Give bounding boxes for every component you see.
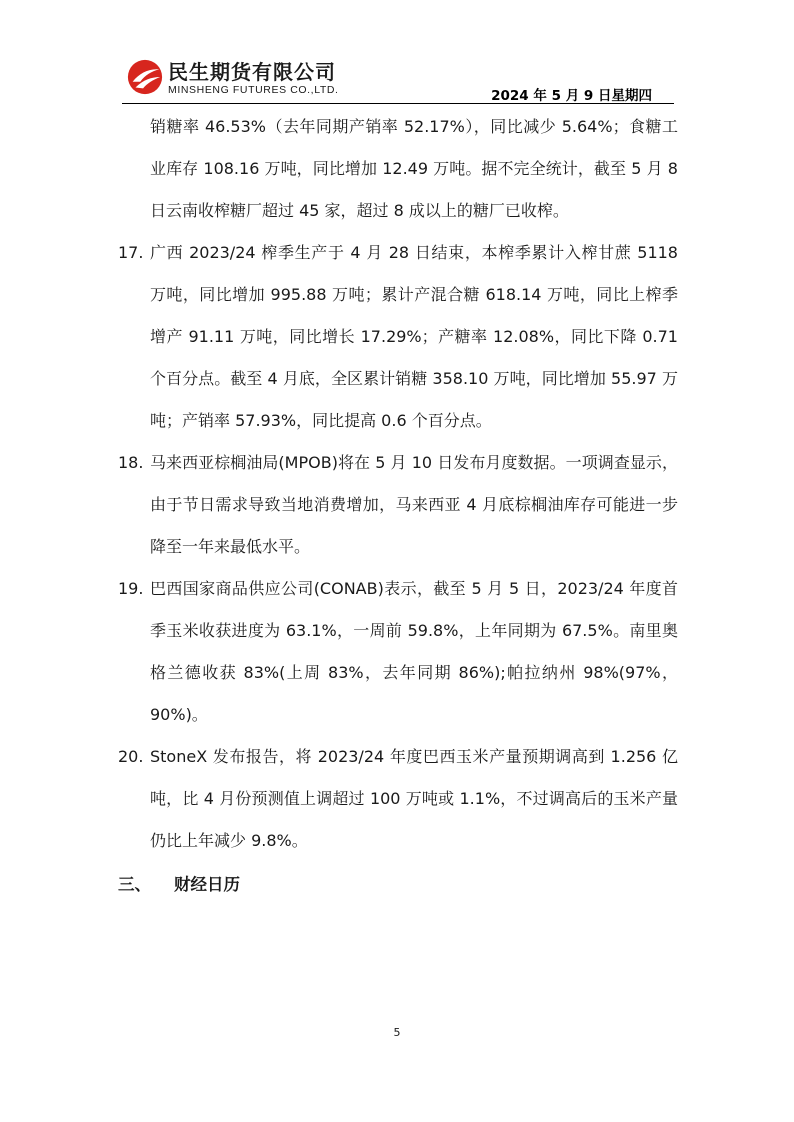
list-item [118,736,678,862]
item-text: 马来西亚棕榈油局(MPOB)将在 5 月 10 日发布月度数据。一项调查显示，由于节日需求导致当地消费增加，马来西亚 4 月底棕榈油库存可能进一步降至一年来最低水平。 [150,453,678,556]
report-body [118,106,678,906]
section-number: 三、 [118,875,151,894]
page-number: 5 [393,1026,401,1039]
continued-paragraph: 销糖率 46.53%（去年同期产销率 52.17%），同比减少 5.64%；食糖工业库存 108.16 万吨，同比增加 12.49 万吨。据不完全统计，截至 5 月 8 日云南收榨糖厂超过 45 家，超过 8 成以上的糖厂已收榨。 [150,117,678,220]
minsheng-logo-icon [126,58,164,96]
section-heading [118,864,678,906]
item-text: 巴西国家商品供应公司(CONAB)表示，截至 5 月 5 日，2023/24 年度首季玉米收获进度为 63.1%，一周前 59.8%，上年同期为 67.5%。南里奥格兰德收获 83%(上周 83%，去年同期 86%);帕拉纳州 98%(97%，90%)。 [150,579,678,724]
company-name-cn: 民生期货有限公司 [168,62,336,84]
list-item [118,232,678,442]
list-item [118,568,678,736]
report-date: 2024 年 5 月 9 日星期四 [491,88,652,104]
header-divider [122,103,674,104]
list-item [118,442,678,568]
item-text: StoneX 发布报告，将 2023/24 年度巴西玉米产量预期调高到 1.256 亿吨，比 4 月份预测值上调超过 100 万吨或 1.1%，不过调高后的玉米产量仍比上年减少 9.8%。 [150,747,678,850]
item-number: 20. [118,747,144,766]
section-title: 财经日历 [174,875,240,894]
item-text: 广西 2023/24 榨季生产于 4 月 28 日结束，本榨季累计入榨甘蔗 5118 万吨，同比增加 995.88 万吨；累计产混合糖 618.14 万吨，同比上榨季增产 91.11 万吨，同比增长 17.29%；产糖率 12.08%，同比下降 0.71 个百分点。截至 4 月底，全区累计销糖 358.10 万吨，同比增加 55.97 万吨；产销率 57.93%，同比提高 0.6 个百分点。 [150,243,678,430]
company-name-en: MINSHENG FUTURES CO.,LTD. [168,84,339,96]
item-number: 17. [118,243,144,262]
item-number: 18. [118,453,144,472]
item-number: 19. [118,579,144,598]
page-header [122,52,674,104]
